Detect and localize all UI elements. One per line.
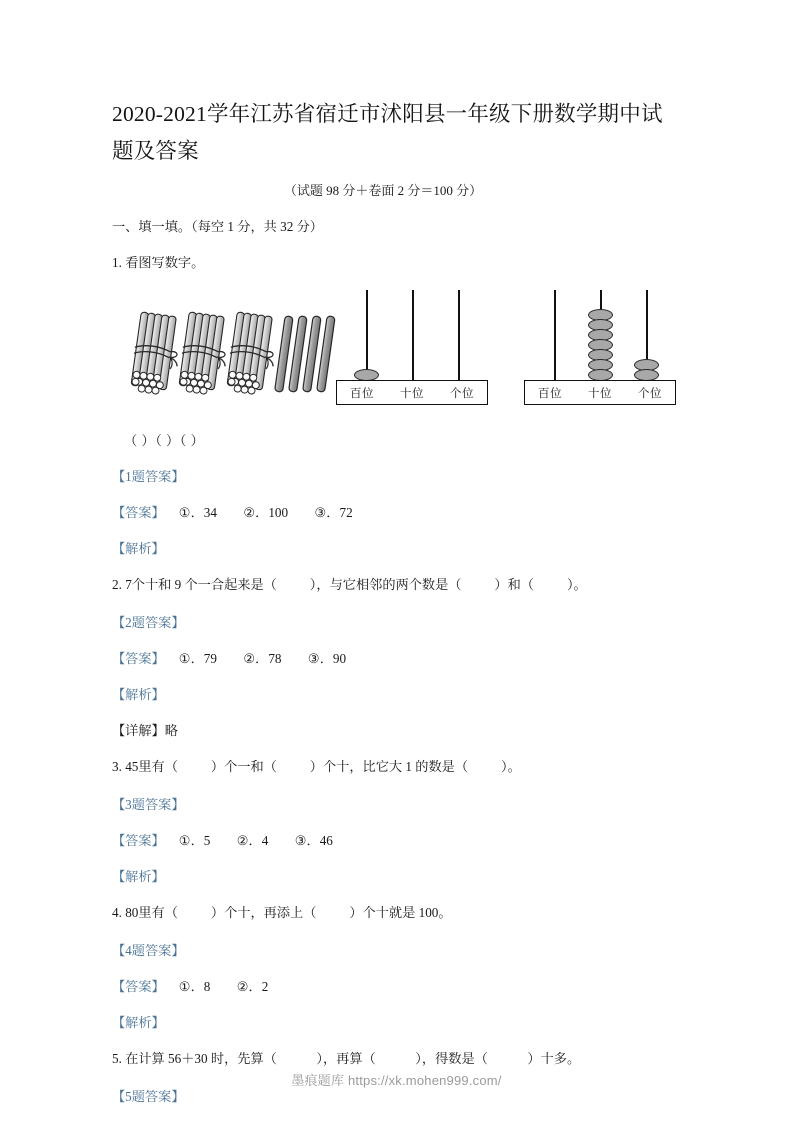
question-2-answer-header: 【2题答案】	[112, 615, 185, 630]
question-2-answer	[112, 648, 682, 670]
footer-watermark: 墨痕题库 https://xk.mohen999.com/	[291, 1073, 502, 1088]
abacus-two-label-tens: 十位	[588, 387, 612, 400]
abacus-one-label-hundreds: 百位	[350, 387, 374, 400]
answer-tag: 【答案】	[112, 979, 165, 994]
answer-tag: 【答案】	[112, 505, 165, 520]
question-4-text: 4. 80里有（ ）个十，再添上（ ）个十就是 100。	[112, 905, 452, 920]
question-5-text: 5. 在计算 56＋30 时，先算（ ），再算（ ），得数是（ ）十多。	[112, 1051, 581, 1066]
document-content	[112, 96, 682, 1122]
question-4-answer	[112, 976, 682, 998]
abacus-one-base	[336, 380, 488, 405]
counting-sticks-illustration	[122, 298, 337, 418]
question-1-answer-header: 【1题答案】	[112, 469, 185, 484]
question-3-answer-header: 【3题答案】	[112, 797, 185, 812]
question-1-answer	[112, 502, 682, 524]
question-3-analysis: 【解析】	[112, 869, 165, 884]
abacus-two-label-ones: 个位	[638, 387, 662, 400]
answer-values: ①．5 ②．4 ③．46	[178, 833, 333, 848]
answer-values: ①．79 ②．78 ③．90	[178, 651, 347, 666]
section-heading-fill-in: 一、填一填。（每空 1 分，共 32 分）	[112, 219, 323, 234]
abacus-one	[334, 290, 494, 415]
answer-values: ①．8 ②．2	[178, 979, 269, 994]
question-2-text: 2. 7个十和 9 个一合起来是（ ），与它相邻的两个数是（ ）和（ ）。	[112, 577, 587, 592]
question-1-text: 1. 看图写数字。	[112, 255, 205, 270]
question-4-answer-header: 【4题答案】	[112, 943, 185, 958]
question-1-analysis: 【解析】	[112, 541, 165, 556]
question-4-analysis: 【解析】	[112, 1015, 165, 1030]
page-title: 2020-2021学年江苏省宿迁市沭阳县一年级下册数学期中试题及答案	[112, 102, 663, 163]
rod-tens	[412, 290, 414, 382]
abacus-one-label-ones: 个位	[450, 387, 474, 400]
answer-tag: 【答案】	[112, 651, 165, 666]
rod-ones	[458, 290, 460, 382]
abacus-two	[522, 290, 682, 415]
abacus-two-label-hundreds: 百位	[538, 387, 562, 400]
score-subtitle: （试题 98 分＋卷面 2 分＝100 分）	[283, 183, 483, 198]
question-2-detail: 【详解】略	[112, 723, 178, 738]
abacus-two-base	[524, 380, 676, 405]
abacus-one-rods	[334, 290, 494, 390]
answer-values: ①．34 ②．100 ③．72	[178, 505, 353, 520]
question-3-answer	[112, 830, 682, 852]
question-5-answer-header: 【5题答案】	[112, 1089, 185, 1104]
abacus-two-rods	[522, 290, 682, 390]
question-1-figure	[112, 290, 682, 422]
answer-tag: 【答案】	[112, 833, 165, 848]
question-3-text: 3. 45里有（ ）个一和（ ）个十，比它大 1 的数是（ ）。	[112, 759, 521, 774]
rod-hundreds	[554, 290, 556, 382]
abacus-one-label-tens: 十位	[400, 387, 424, 400]
question-2-analysis: 【解析】	[112, 687, 165, 702]
question-1-blanks: （ ）（ ）（ ）	[124, 433, 205, 448]
